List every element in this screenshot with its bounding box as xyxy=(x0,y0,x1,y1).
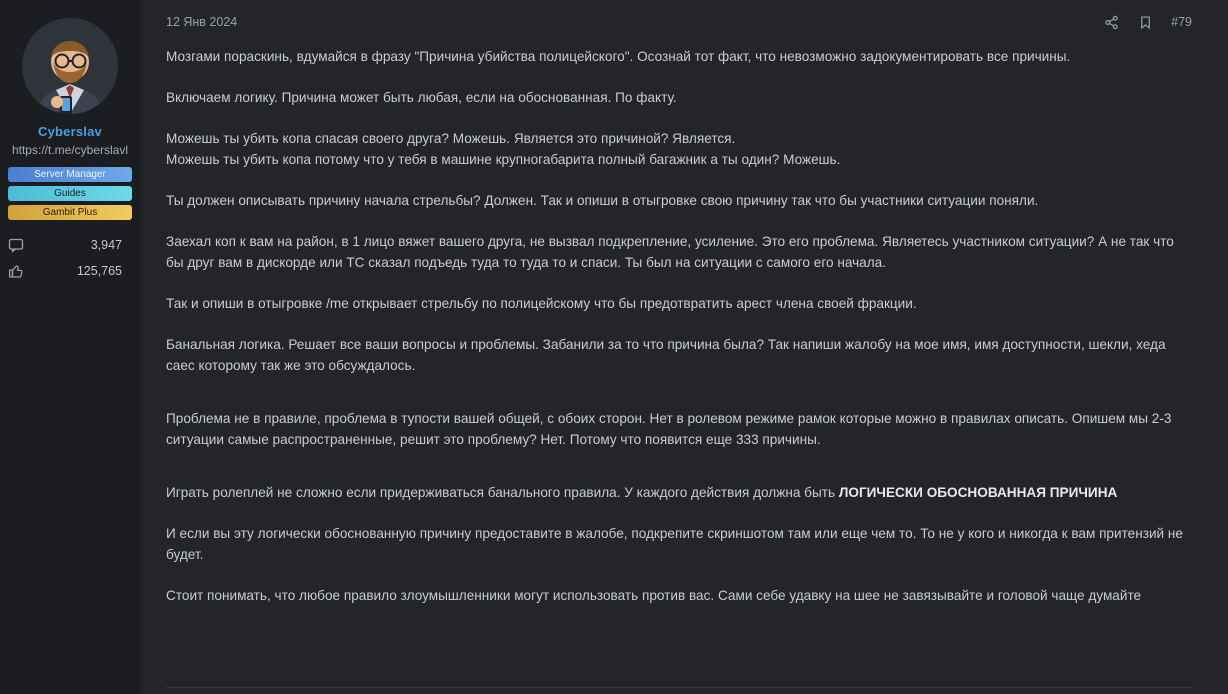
post-author-sidebar xyxy=(0,0,140,694)
author-stats xyxy=(8,232,132,284)
stat-messages-value: 3,947 xyxy=(90,238,122,252)
post-paragraph: Банальная логика. Решает все ваши вопросы и проблемы. Забанили за то что причина была? Так напиши жалобу на мое имя, имя доступности, шекли, хеда саес которому так же это обсуждалось. xyxy=(166,337,1166,373)
author-link[interactable]: https://t.me/cyberslavl xyxy=(11,143,129,157)
badge-gambit-plus[interactable]: Gambit Plus xyxy=(8,205,132,220)
post-divider xyxy=(166,687,1192,688)
stat-likes xyxy=(8,258,132,284)
post-content xyxy=(166,44,1192,606)
post-paragraph: Заехал коп к вам на район, в 1 лицо вяжет вашего друга, не вызвал подкрепление, усиление. Это его проблема. Являетесь участником ситуации? А не так что бы друг вам в дискорде или ТС сказал подъедь туда то туда то и спаси. Ты был на ситуации с самого его начала. xyxy=(166,234,1174,270)
badge-server-manager[interactable]: Server Manager xyxy=(8,167,132,182)
post-number[interactable]: #79 xyxy=(1171,15,1192,29)
message-icon xyxy=(8,237,34,253)
post-paragraph: Мозгами пораскинь, вдумайся в фразу "Причина убийства полицейского". Осознай тот факт, что невозможно задокументировать все причины. xyxy=(166,49,1071,64)
thumbs-up-icon xyxy=(8,263,34,279)
post-header xyxy=(166,0,1192,44)
post-paragraph: И если вы эту логически обоснованную причину предоставите в жалобе, подкрепите скриншотом там или еще чем то. То не у кого и никогда к вам притензий не будет. xyxy=(166,526,1183,562)
badge-guides[interactable]: Guides xyxy=(8,186,132,201)
post-paragraph: Стоит понимать, что любое правило злоумышленники могут использовать против вас. Сами себе удавку на шее не завязывайте и головой чаще думайте xyxy=(166,588,1142,603)
post-paragraph: Включаем логику. Причина может быть любая, если на обоснованная. По факту. xyxy=(166,90,677,105)
post-paragraph: Можешь ты убить копа спасая своего друга? Можешь. Является это причиной? Является. xyxy=(166,131,736,146)
post-paragraph-emphasis xyxy=(166,482,1192,503)
stat-messages xyxy=(8,232,132,258)
post-paragraph-prefix: Играть ролеплей не сложно если придерживаться банального правила. У каждого действия должна быть xyxy=(166,485,839,500)
post-header-actions xyxy=(1103,14,1192,30)
stat-likes-value: 125,765 xyxy=(76,264,122,278)
post-paragraph-bold: ЛОГИЧЕСКИ ОБОСНОВАННАЯ ПРИЧИНА xyxy=(838,485,1118,500)
post-paragraph: Ты должен описывать причину начала стрельбы? Должен. Так и опиши в отыгровке свою причину так что бы участники ситуации поняли. xyxy=(166,193,1039,208)
post-body-container xyxy=(140,0,1228,694)
post-paragraph: Можешь ты убить копа потому что у тебя в машине крупногабарита полный багажник а ты один? Можешь. xyxy=(166,152,841,167)
post-date: 12 Янв 2024 xyxy=(166,15,238,29)
post-paragraph: Проблема не в правиле, проблема в тупости вашей общей, с обоих сторон. Нет в ролевом режиме рамок которые можно в правилах описать. Опишем мы 2-3 ситуации самые распространенные, решит это проблему? Нет. Потому что появится еще 333 причины. xyxy=(166,411,1172,447)
author-username[interactable]: Cyberslav xyxy=(38,124,102,139)
bookmark-icon[interactable] xyxy=(1137,14,1153,30)
avatar[interactable] xyxy=(22,18,118,114)
share-icon[interactable] xyxy=(1103,14,1119,30)
author-badges xyxy=(8,167,132,220)
post-paragraph: Так и опиши в отыгровке /me открывает стрельбу по полицейскому что бы предотвратить арест члена своей фракции. xyxy=(166,296,917,311)
